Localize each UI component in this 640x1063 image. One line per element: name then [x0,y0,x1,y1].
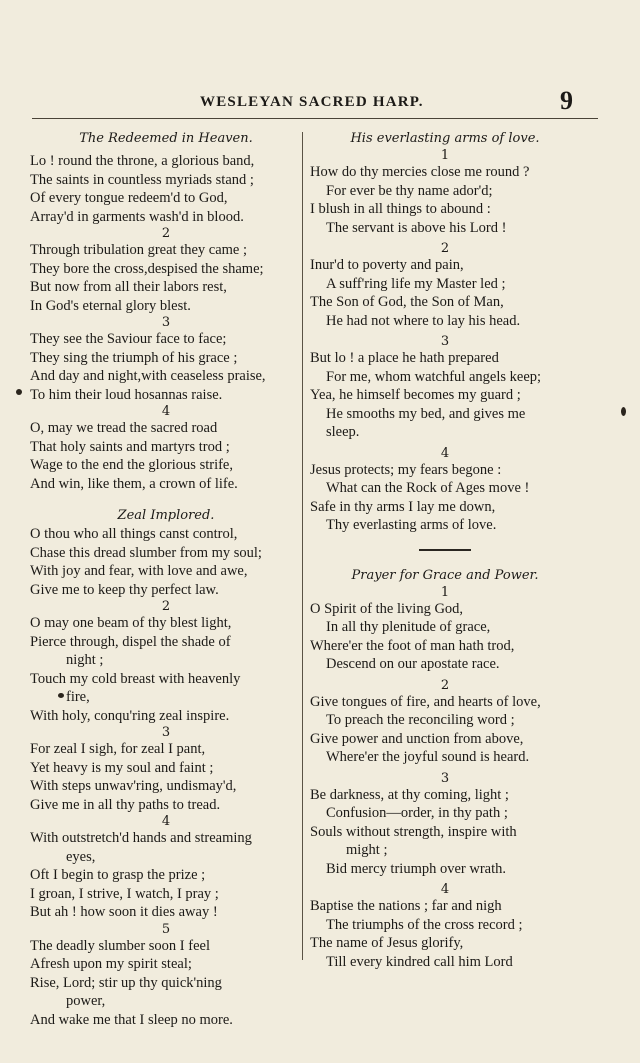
hymn-title: His everlasting arms of love. [350,131,540,146]
hymn-title: Zeal Implored. [117,508,215,523]
stanza-number: 2 [161,599,171,614]
verse-line: Descend on our apostate race. [326,656,500,672]
page-number: 9 [560,86,573,115]
verse-line: I groan, I strive, I watch, I pray ; [30,885,219,902]
stanza-number: 3 [161,315,171,330]
verse-line: Jesus protects; my fears begone : [310,461,502,478]
verse-line: The Son of God, the Son of Man, [310,294,504,310]
left-column [30,130,302,1029]
verse-line: The saints in countless myriads stand ; [30,171,254,188]
verse-line: O thou who all things canst control, [30,526,238,542]
verse-line: Where'er the foot of man hath trod, [310,637,515,654]
stanza-number: 1 [440,148,450,163]
ink-blot [16,389,22,395]
running-title: WESLEYAN SACRED HARP. [200,94,424,110]
verse-line: With outstretch'd hands and streaming [30,830,252,846]
verse-line: What can the Rock of Ages move ! [326,480,530,496]
header-rule [32,118,598,119]
verse-line: Thy everlasting arms of love. [326,517,497,533]
verse-line: For zeal I sigh, for zeal I pant, [30,741,206,757]
stanza-number: 1 [440,584,450,600]
verse-line: And day and night,with ceaseless praise, [30,368,266,384]
verse-line: Safe in thy arms I lay me down, [310,498,496,515]
hymn-title: The Redeemed in Heaven. [79,131,253,146]
verse-line: power, [66,993,106,1009]
verse-line: Pierce through, dispel the shade of [30,633,231,650]
verse-line: Give me to keep thy perfect law. [30,581,219,598]
verse-line: The deadly slumber soon I feel [30,937,210,954]
column-divider [302,132,303,960]
verse-line: With joy and fear, with love and awe, [30,563,248,579]
verse-line: Give power and unction from above, [310,730,524,747]
verse-line: Array'd in garments wash'd in blood. [30,208,244,225]
verse-line: The name of Jesus glorify, [310,935,464,951]
verse-line: But ah ! how soon it dies away ! [30,904,218,920]
verse-line: And win, like them, a crown of life. [30,475,238,492]
verse-line: Confusion—order, in thy path ; [326,805,508,821]
verse-line: With steps unwav'ring, undismay'd, [30,778,237,794]
verse-line: To him their loud hosannas raise. [30,386,223,403]
hymn-title: Prayer for Grace and Power. [351,567,539,583]
verse-line: Give me in all thy paths to tread. [30,796,221,813]
verse-line: O, may we tread the sacred road [30,420,218,436]
verse-line: night ; [66,652,104,668]
verse-line: Baptise the nations ; far and nigh [310,898,502,914]
verse-line: might ; [346,842,388,858]
verse-line: Oft I begin to grasp the prize ; [30,867,206,883]
verse-line: But now from all their labors rest, [30,279,227,295]
verse-line: But lo ! a place he hath prepared [310,350,499,366]
verse-line: O Spirit of the living God, [310,600,464,617]
verse-line: They see the Saviour face to face; [30,331,227,347]
ink-blot [621,407,626,416]
verse-line: The triumphs of the cross record ; [326,916,523,933]
verse-line: Be darkness, at thy coming, light ; [310,786,509,803]
stanza-number: 3 [161,725,171,740]
verse-line: Yet heavy is my soul and faint ; [30,759,214,776]
verse-line: Of every tongue redeem'd to God, [30,190,228,206]
verse-line: And wake me that I sleep no more. [30,1011,233,1028]
stanza-number: 5 [161,921,171,937]
stanza-number: 4 [161,404,171,419]
verse-line: They sing the triumph of his grace ; [30,349,238,366]
verse-line: For me, whom watchful angels keep; [326,368,542,385]
verse-line: That holy saints and martyrs trod ; [30,438,230,455]
verse-line: How do thy mercies close me round ? [310,164,530,180]
verse-line: Till every kindred call him Lord [326,953,513,970]
verse-line: He had not where to lay his head. [326,312,521,329]
verse-line: In all thy plenitude of grace, [326,619,491,635]
running-head [0,86,640,120]
verse-line: To preach the reconciling word ; [326,712,515,728]
verse-line: With holy, conqu'ring zeal inspire. [30,707,230,724]
right-column [310,130,580,971]
stanza-number: 4 [161,814,171,829]
stanza-number: 2 [440,241,450,256]
verse-line: Yea, he himself becomes my guard ; [310,387,521,403]
stanza-number: 3 [440,770,450,786]
stanza-number: 4 [440,445,450,461]
stanza-number: 4 [440,882,450,897]
verse-line: sleep. [326,424,360,440]
verse-line: A suff'ring life my Master led ; [326,275,506,292]
stanza-number: 2 [440,677,450,693]
verse-line: Chase this dread slumber from my soul; [30,544,262,561]
verse-line: In God's eternal glory blest. [30,297,191,314]
verse-line: The servant is above his Lord ! [326,219,507,236]
verse-line: Through tribulation great they came ; [30,242,248,258]
verse-line: O may one beam of thy blest light, [30,615,232,631]
verse-line: Touch my cold breast with heavenly [30,670,241,687]
verse-line: Inur'd to poverty and pain, [310,257,464,273]
ink-blot [58,693,64,698]
verse-line: fire, [66,689,90,705]
verse-line: Give tongues of fire, and hearts of love, [310,693,541,710]
verse-line: Wage to the end the glorious strife, [30,457,233,473]
verse-line: Bid mercy triumph over wrath. [326,860,506,877]
verse-line: Lo ! round the throne, a glorious band, [30,153,255,169]
verse-line: I blush in all things to abound : [310,201,491,217]
verse-line: eyes, [66,848,96,865]
verse-line: Souls without strength, inspire with [310,823,517,840]
section-rule [419,549,471,551]
verse-line: Where'er the joyful sound is heard. [326,749,530,765]
verse-line: He smooths my bed, and gives me [326,405,526,422]
stanza-number: 2 [161,226,171,241]
stanza-number: 3 [440,334,450,349]
verse-line: Rise, Lord; stir up thy quick'ning [30,974,222,991]
verse-line: For ever be thy name ador'd; [326,182,493,199]
verse-line: Afresh upon my spirit steal; [30,956,192,972]
verse-line: They bore the cross,despised the shame; [30,260,264,277]
